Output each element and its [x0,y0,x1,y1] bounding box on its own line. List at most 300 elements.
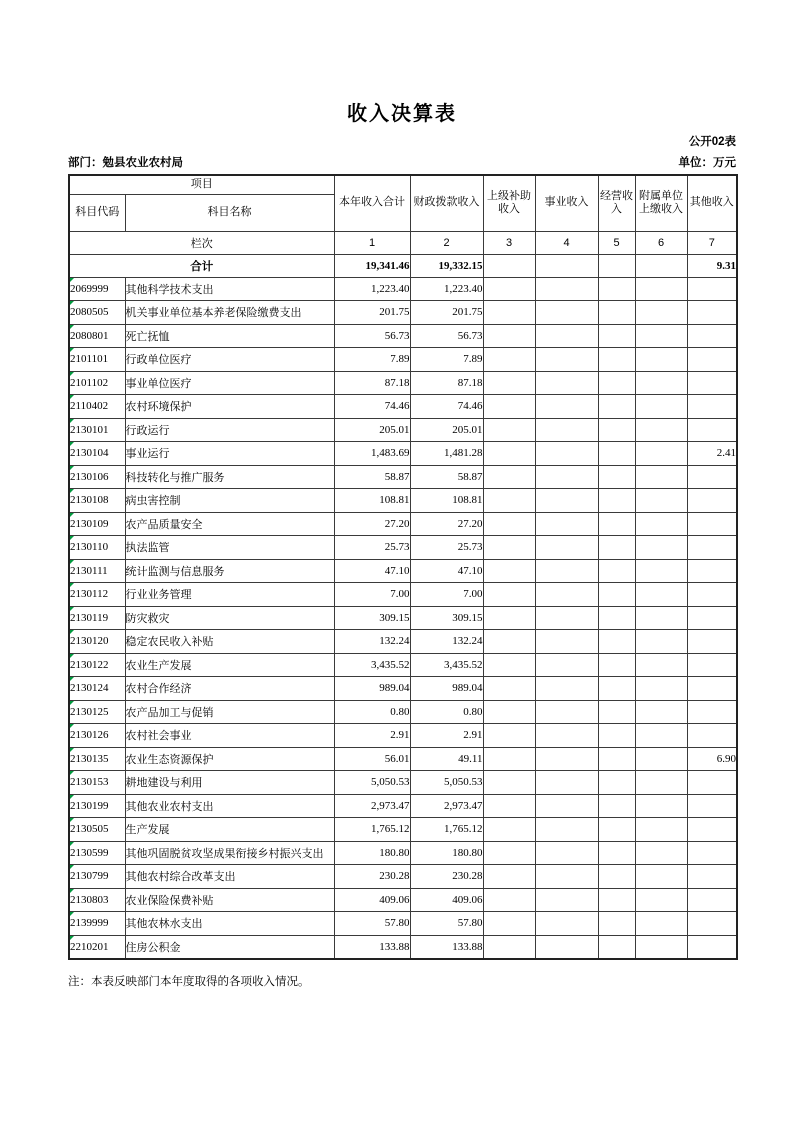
cell-flag-icon [70,419,74,423]
table-row [69,348,737,372]
header-col-operating-income: 经营收入 [598,175,635,231]
value-cell [535,724,598,748]
value-cell: 133.88 [334,935,410,959]
value-cell: 47.10 [334,559,410,583]
total-value [635,254,687,277]
cell-flag-icon [70,724,74,728]
value-cell [598,465,635,489]
value-cell [687,630,737,654]
value-cell [687,700,737,724]
value-cell: 7.00 [334,583,410,607]
total-value: 9.31 [687,254,737,277]
value-cell [535,841,598,865]
value-cell [635,536,687,560]
cell-flag-icon [70,795,74,799]
value-cell: 309.15 [410,606,483,630]
value-cell [635,277,687,301]
value-cell [483,418,535,442]
value-cell: 205.01 [410,418,483,442]
subject-name: 其他农业农村支出 [125,794,334,818]
table-row [69,418,737,442]
value-cell [598,395,635,419]
value-cell: 7.89 [334,348,410,372]
value-cell [535,301,598,325]
value-cell [535,277,598,301]
value-cell [598,536,635,560]
subject-name: 科技转化与推广服务 [125,465,334,489]
value-cell [635,677,687,701]
cell-flag-icon [70,583,74,587]
subject-code: 2130135 [69,747,125,771]
value-cell [635,794,687,818]
subject-code: 2101102 [69,371,125,395]
value-cell [687,324,737,348]
value-cell [635,888,687,912]
value-cell: 1,223.40 [410,277,483,301]
value-cell [687,841,737,865]
value-cell [598,724,635,748]
value-cell [535,559,598,583]
value-cell: 74.46 [334,395,410,419]
header-subject-code: 科目代码 [69,194,125,231]
value-cell [483,324,535,348]
subject-code: 2130124 [69,677,125,701]
value-cell [535,371,598,395]
value-cell [687,371,737,395]
cell-flag-icon [70,513,74,517]
value-cell [483,794,535,818]
value-cell [483,700,535,724]
subject-name: 农业生产发展 [125,653,334,677]
value-cell: 205.01 [334,418,410,442]
value-cell [535,324,598,348]
value-cell [483,277,535,301]
value-cell [535,606,598,630]
table-row [69,583,737,607]
value-cell [635,724,687,748]
value-cell [635,559,687,583]
subject-code: 2069999 [69,277,125,301]
value-cell: 180.80 [410,841,483,865]
value-cell [635,583,687,607]
subject-code: 2139999 [69,912,125,936]
subject-name: 统计监测与信息服务 [125,559,334,583]
cell-flag-icon [70,842,74,846]
table-row [69,794,737,818]
value-cell [598,818,635,842]
cell-flag-icon [70,771,74,775]
value-cell: 1,483.69 [334,442,410,466]
subject-code: 2130505 [69,818,125,842]
value-cell: 27.20 [410,512,483,536]
table-row [69,559,737,583]
header-subject-name: 科目名称 [125,194,334,231]
column-index: 2 [410,231,483,254]
value-cell: 56.01 [334,747,410,771]
cell-flag-icon [70,818,74,822]
value-cell [535,865,598,889]
value-cell [483,583,535,607]
subject-code: 2130108 [69,489,125,513]
table-row [69,841,737,865]
value-cell [635,489,687,513]
table-row [69,395,737,419]
subject-code: 2130599 [69,841,125,865]
subject-name: 农村合作经济 [125,677,334,701]
value-cell [535,489,598,513]
value-cell: 58.87 [334,465,410,489]
table-row [69,536,737,560]
table-row [69,747,737,771]
value-cell [535,771,598,795]
page-title: 收入决算表 [347,103,457,125]
value-cell [598,583,635,607]
value-cell [483,301,535,325]
subject-code: 2080505 [69,301,125,325]
value-cell [483,395,535,419]
value-cell [483,512,535,536]
total-row [69,254,737,277]
value-cell [598,912,635,936]
value-cell: 74.46 [410,395,483,419]
value-cell [598,301,635,325]
value-cell: 989.04 [410,677,483,701]
header-col-superior-subsidy: 上级补助收入 [483,175,535,231]
value-cell [483,912,535,936]
value-cell [598,794,635,818]
value-cell: 7.00 [410,583,483,607]
value-cell: 2,973.47 [334,794,410,818]
table-row [69,724,737,748]
value-cell [635,865,687,889]
cell-flag-icon [70,936,74,940]
subject-code: 2101101 [69,348,125,372]
value-cell: 132.24 [410,630,483,654]
value-cell [598,865,635,889]
value-cell [483,348,535,372]
value-cell [598,888,635,912]
value-cell [598,935,635,959]
table-row [69,489,737,513]
value-cell [635,700,687,724]
subject-name: 死亡抚恤 [125,324,334,348]
value-cell [635,818,687,842]
subject-code: 2130106 [69,465,125,489]
column-index-label: 栏次 [69,231,334,254]
value-cell [598,324,635,348]
value-cell [635,630,687,654]
value-cell: 309.15 [334,606,410,630]
value-cell [535,653,598,677]
subject-name: 事业运行 [125,442,334,466]
value-cell: 2,973.47 [410,794,483,818]
value-cell [535,935,598,959]
value-cell [635,747,687,771]
value-cell [687,348,737,372]
subject-name: 生产发展 [125,818,334,842]
value-cell [635,512,687,536]
value-cell: 2.91 [334,724,410,748]
value-cell [535,818,598,842]
table-row [69,888,737,912]
value-cell: 108.81 [410,489,483,513]
value-cell [598,677,635,701]
value-cell [598,371,635,395]
subject-code: 2130104 [69,442,125,466]
value-cell [687,606,737,630]
value-cell: 230.28 [410,865,483,889]
value-cell [535,794,598,818]
header-row-project [69,175,737,194]
value-cell [687,465,737,489]
cell-flag-icon [70,630,74,634]
value-cell: 49.11 [410,747,483,771]
value-cell: 3,435.52 [410,653,483,677]
value-cell [598,277,635,301]
value-cell [598,747,635,771]
value-cell [687,512,737,536]
value-cell [483,888,535,912]
value-cell: 87.18 [410,371,483,395]
value-cell [598,771,635,795]
subject-code: 2130112 [69,583,125,607]
value-cell [535,888,598,912]
value-cell [535,512,598,536]
value-cell [598,700,635,724]
column-index: 4 [535,231,598,254]
table-row [69,630,737,654]
value-cell [598,348,635,372]
value-cell: 56.73 [334,324,410,348]
subject-name: 病虫害控制 [125,489,334,513]
value-cell [687,559,737,583]
cell-flag-icon [70,489,74,493]
value-cell [483,865,535,889]
subject-code: 2210201 [69,935,125,959]
total-value [598,254,635,277]
subject-name: 农村社会事业 [125,724,334,748]
value-cell [687,771,737,795]
value-cell [535,583,598,607]
value-cell: 27.20 [334,512,410,536]
cell-flag-icon [70,278,74,282]
subject-code: 2110402 [69,395,125,419]
value-cell: 180.80 [334,841,410,865]
subject-name: 行政单位医疗 [125,348,334,372]
subject-name: 其他科学技术支出 [125,277,334,301]
value-cell [535,536,598,560]
public-table-label: 公开02表 [688,136,736,148]
cell-flag-icon [70,301,74,305]
value-cell [635,371,687,395]
total-value [535,254,598,277]
subject-code: 2130120 [69,630,125,654]
header-col-subordinate-remittance: 附属单位上缴收入 [635,175,687,231]
total-value: 19,341.46 [334,254,410,277]
cell-flag-icon [70,372,74,376]
value-cell [687,677,737,701]
value-cell [635,348,687,372]
table-row [69,935,737,959]
unit-label: 单位：万元 [678,157,736,169]
value-cell [635,418,687,442]
value-cell: 57.80 [410,912,483,936]
value-cell [535,630,598,654]
footnote: 注：本表反映部门本年度取得的各项收入情况。 [68,975,310,988]
header-col-fiscal-appropriation: 财政拨款收入 [410,175,483,231]
value-cell [598,442,635,466]
subject-code: 2080801 [69,324,125,348]
cell-flag-icon [70,677,74,681]
value-cell: 0.80 [334,700,410,724]
cell-flag-icon [70,889,74,893]
subject-name: 行政运行 [125,418,334,442]
value-cell: 409.06 [334,888,410,912]
subject-code: 2130803 [69,888,125,912]
value-cell: 25.73 [410,536,483,560]
subject-code: 2130122 [69,653,125,677]
subject-name: 防灾救灾 [125,606,334,630]
value-cell: 57.80 [334,912,410,936]
value-cell [483,630,535,654]
value-cell [598,653,635,677]
subject-name: 农业生态资源保护 [125,747,334,771]
value-cell [483,747,535,771]
value-cell [483,841,535,865]
value-cell [635,465,687,489]
value-cell [687,724,737,748]
value-cell: 0.80 [410,700,483,724]
value-cell: 201.75 [410,301,483,325]
value-cell: 1,223.40 [334,277,410,301]
value-cell: 409.06 [410,888,483,912]
table-row [69,465,737,489]
table-row [69,653,737,677]
subject-code: 2130199 [69,794,125,818]
table-row [69,442,737,466]
subject-code: 2130125 [69,700,125,724]
subject-code: 2130101 [69,418,125,442]
value-cell: 1,481.28 [410,442,483,466]
cell-flag-icon [70,536,74,540]
table-row [69,818,737,842]
value-cell [535,442,598,466]
value-cell [635,442,687,466]
value-cell [687,653,737,677]
header-col-total-income: 本年收入合计 [334,175,410,231]
cell-flag-icon [70,654,74,658]
value-cell [483,442,535,466]
value-cell [687,888,737,912]
subject-name: 农业保险保费补贴 [125,888,334,912]
value-cell: 87.18 [334,371,410,395]
total-value: 19,332.15 [410,254,483,277]
value-cell [483,536,535,560]
value-cell: 56.73 [410,324,483,348]
cell-flag-icon [70,395,74,399]
table-row [69,277,737,301]
subject-name: 住房公积金 [125,935,334,959]
value-cell [535,747,598,771]
value-cell [687,395,737,419]
subject-name: 农产品加工与促销 [125,700,334,724]
cell-flag-icon [70,701,74,705]
value-cell [635,841,687,865]
value-cell [687,301,737,325]
table-body [69,277,737,959]
total-value [483,254,535,277]
value-cell: 1,765.12 [334,818,410,842]
header-col-other-income: 其他收入 [687,175,737,231]
value-cell: 47.10 [410,559,483,583]
column-index: 6 [635,231,687,254]
table-row [69,677,737,701]
value-cell [483,371,535,395]
value-cell [635,912,687,936]
value-cell [635,395,687,419]
value-cell [687,277,737,301]
value-cell: 6.90 [687,747,737,771]
value-cell: 5,050.53 [334,771,410,795]
cell-flag-icon [70,325,74,329]
value-cell [483,818,535,842]
meta-row [68,154,736,170]
value-cell: 108.81 [334,489,410,513]
subject-name: 执法监管 [125,536,334,560]
value-cell [598,841,635,865]
value-cell [598,606,635,630]
value-cell [635,935,687,959]
value-cell [483,771,535,795]
value-cell [535,912,598,936]
value-cell [635,606,687,630]
value-cell: 2.41 [687,442,737,466]
cell-flag-icon [70,865,74,869]
value-cell [635,301,687,325]
total-label: 合计 [69,254,334,277]
subject-code: 2130110 [69,536,125,560]
header-col-business-income: 事业收入 [535,175,598,231]
value-cell [687,418,737,442]
value-cell [687,935,737,959]
value-cell [598,512,635,536]
subject-code: 2130109 [69,512,125,536]
value-cell: 2.91 [410,724,483,748]
table-row [69,865,737,889]
column-index: 1 [334,231,410,254]
column-index: 7 [687,231,737,254]
subject-name: 农产品质量安全 [125,512,334,536]
table-row [69,912,737,936]
value-cell [535,348,598,372]
value-cell [687,536,737,560]
value-cell [483,606,535,630]
subject-name: 稳定农民收入补贴 [125,630,334,654]
value-cell: 132.24 [334,630,410,654]
value-cell [635,324,687,348]
cell-flag-icon [70,348,74,352]
value-cell [483,935,535,959]
column-index: 3 [483,231,535,254]
value-cell [535,700,598,724]
value-cell: 7.89 [410,348,483,372]
value-cell [598,630,635,654]
page-content [68,0,736,989]
value-cell [635,653,687,677]
subject-name: 其他农村综合改革支出 [125,865,334,889]
table-row [69,771,737,795]
value-cell: 230.28 [334,865,410,889]
